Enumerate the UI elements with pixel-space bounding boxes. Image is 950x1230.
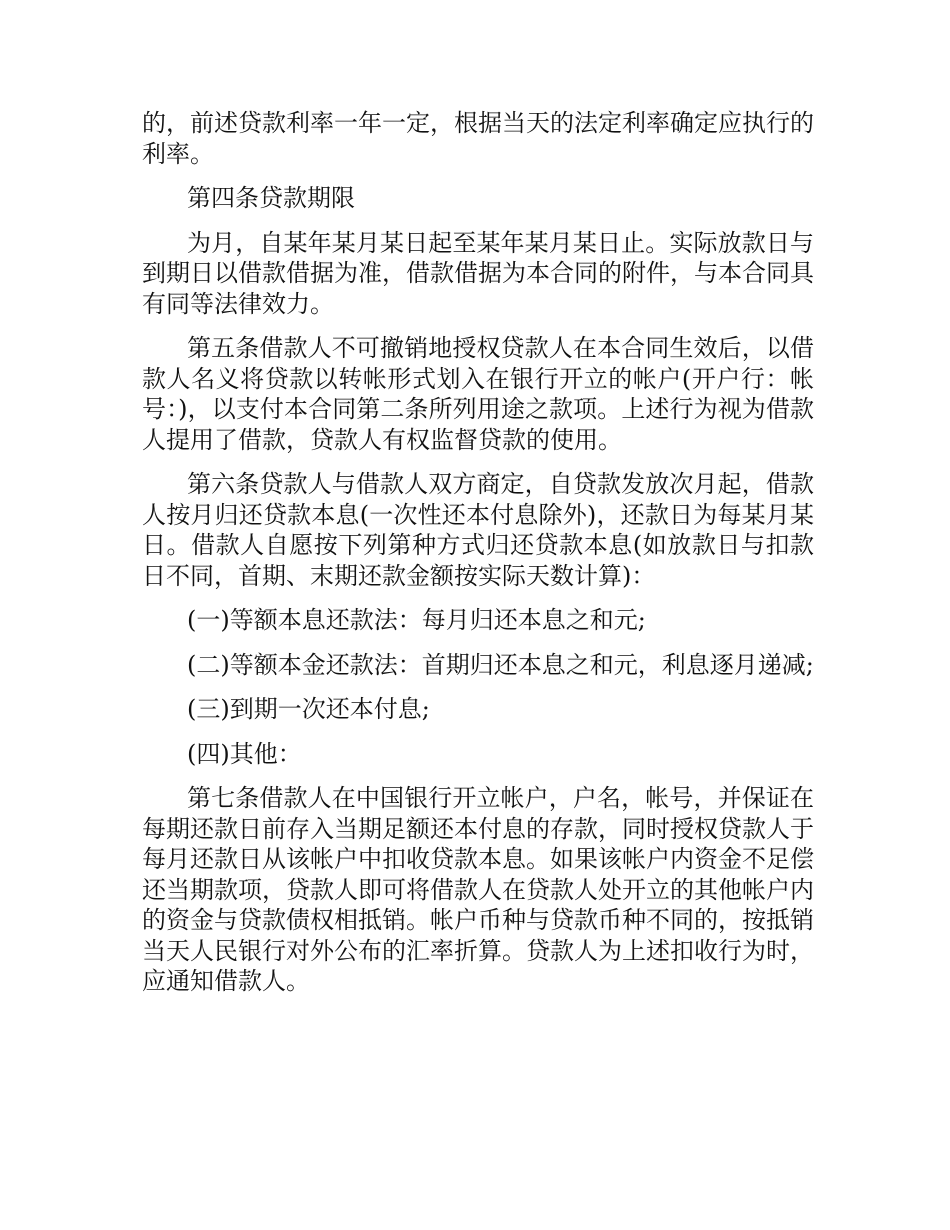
paragraph-option-1: (一)等额本息还款法：每月归还本息之和元; [187,606,646,634]
paragraph-option-3: (三)到期一次还本付息; [187,695,430,723]
document-page [142,108,814,1011]
paragraph-rate-continuation: 的，前述贷款利率一年一定，根据当天的法定利率确定应执行的利率。 [142,109,814,168]
paragraph-option-4: (四)其他： [187,739,302,768]
paragraph-option-2: (二)等额本金还款法：首期归还本息之和元，利息逐月递减; [187,650,814,679]
paragraph-article-4-heading: 第四条贷款期限 [187,184,355,212]
paragraph-loan-term: 为月，自某年某月某日起至某年某月某日止。实际放款日与到期日以借款借据为准，借款借据为本合同的附件，与本合同具有同等法律效力。 [142,228,814,318]
paragraph-article-5: 第五条借款人不可撤销地授权贷款人在本合同生效后，以借款人名义将贷款以转帐形式划入在银行开立的帐户(开户行：帐号：)，以支付本合同第二条所列用途之款项。上述行为视为借款人提用了借款，贷款人有权监督贷款的使用。 [142,334,814,454]
paragraph-article-6: 第六条贷款人与借款人双方商定，自贷款发放次月起，借款人按月归还贷款本息(一次性还本付息除外)，还款日为每某月某日。借款人自愿按下列第种方式归还贷款本息(如放款日与扣款日不同，首期、末期还款金额按实际天数计算)： [142,470,814,590]
paragraph-article-7: 第七条借款人在中国银行开立帐户，户名，帐号，并保证在每期还款日前存入当期足额还本付息的存款，同时授权贷款人于每月还款日从该帐户中扣收贷款本息。如果该帐户内资金不足偿还当期款项，贷款人即可将借款人在贷款人处开立的其他帐户内的资金与贷款债权相抵销。帐户币种与贷款币种不同的，按抵销当天人民银行对外公布的汇率折算。贷款人为上述扣收行为时，应通知借款人。 [142,784,814,995]
